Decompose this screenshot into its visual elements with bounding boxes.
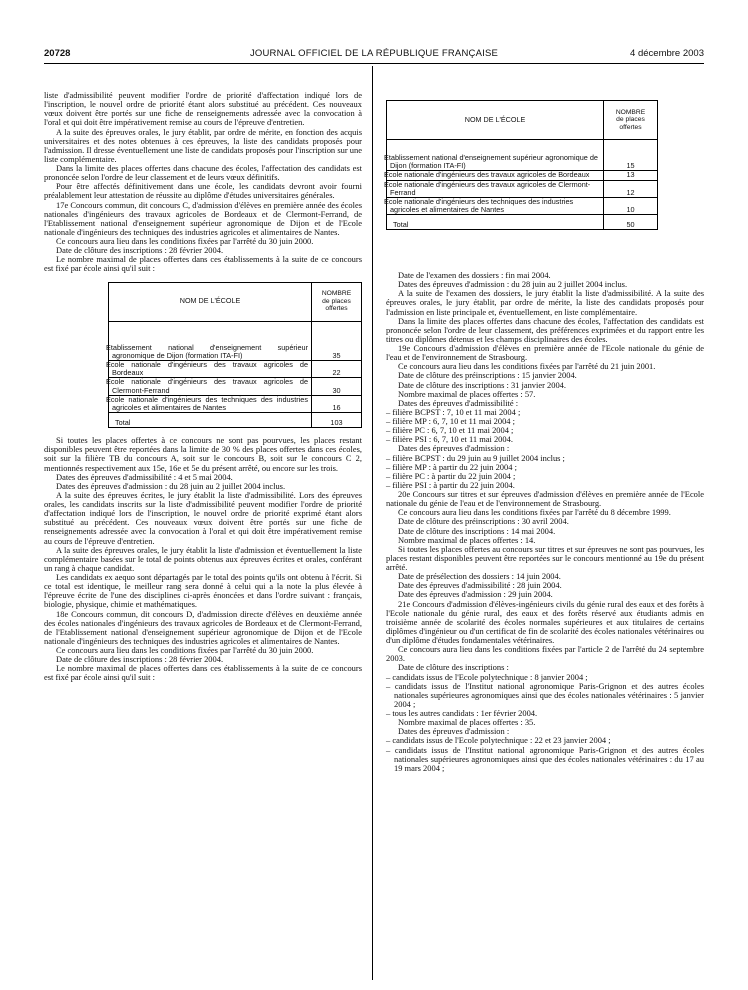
list-item: – filière PSI : 6, 7, 10 et 11 mai 2004.	[386, 434, 513, 445]
school-name: Ecole nationale d'ingénieurs des techniques des industries agricoles et alimentaires de Nantes	[387, 198, 604, 215]
list-item: – candidats issus de l'Institut national agronomique Paris-Grignon et des autres écoles nationales supérieures agronomiques ainsi que des écoles nationales vétérinaires : du 17 au 19 mars 2004 ;	[386, 744, 704, 773]
paragraph: Nombre maximal de places offertes : 35.	[398, 717, 536, 728]
places-table-concours-d	[386, 100, 658, 230]
total-value: 103	[312, 413, 362, 428]
paragraph: Ce concours aura lieu dans les conditions fixées par l'article 2 de l'arrêté du 24 septembre 2003.	[386, 644, 704, 664]
paragraph: Date de clôture des inscriptions :	[398, 662, 509, 673]
school-name: Ecole nationale d'ingénieurs des travaux agricoles de Bordeaux	[109, 360, 312, 377]
school-name: Etablissement national d'enseignement supérieur agronomique de Dijon (formation ITA-FI)	[387, 140, 604, 171]
school-name: Ecole nationale d'ingénieurs des travaux agricoles de Clermont-Ferrand	[109, 378, 312, 395]
places-value: 30	[312, 378, 362, 395]
total-label: Total	[109, 413, 312, 428]
list-item: – filière PC : à partir du 22 juin 2004 ;	[386, 470, 516, 481]
header-line: NOMBRE	[321, 290, 352, 298]
places-value: 15	[604, 140, 658, 171]
issue-date: 4 décembre 2003	[630, 48, 704, 59]
school-name: Ecole nationale d'ingénieurs des travaux agricoles de Clermont-Ferrand	[387, 180, 604, 197]
paragraph: 19e Concours d'admission d'élèves en première année de l'Ecole nationale du génie de l'eau et de l'environnement de Strasbourg.	[386, 343, 704, 363]
paragraph: Nombre maximal de places offertes : 14.	[398, 534, 536, 545]
list-item: – tous les autres candidats : 1er février 2004.	[386, 708, 538, 718]
table-header-school: NOM DE L'ÉCOLE	[109, 282, 312, 321]
places-value: 10	[604, 198, 658, 215]
paragraph: Date de clôture des inscriptions : 14 mai 2004.	[398, 525, 556, 536]
paragraph: 20e Concours sur titres et sur épreuves d'admission d'élèves en première année de l'Ecole nationale du génie de l'eau et de l'environnement de Strasbourg.	[386, 489, 704, 509]
table-header-places	[312, 282, 362, 321]
list-item: – filière BCPST : 7, 10 et 11 mai 2004 ;	[386, 406, 521, 417]
table-header-places	[604, 101, 658, 140]
paragraph: Ce concours aura lieu dans les conditions fixées par l'arrêté du 8 décembre 1999.	[398, 507, 671, 518]
paragraph: A la suite de l'examen des dossiers, le jury établit la liste d'admissibilité. A la suite des épreuves orales, le jury établit, par ordre de mérite, la liste des candidats proposés pour l'admission en liste principale et, éventuellement, en liste complémentaire.	[386, 288, 704, 317]
paragraph: Dates des épreuves d'admissibilité :	[398, 397, 519, 408]
places-value: 12	[604, 180, 658, 197]
paragraph: Les candidats ex aequo sont départagés par le total des points qu'ils ont obtenu à l'écrit. Si ce total est identique, le meilleur rang sera donné à celui qui a la note la plus élevée à l'épreuve écrite de l'une des disciplines ci-après énoncées et dans l'ordre suivant : français, biologie, physique, chimie et mathématiques.	[44, 572, 362, 610]
paragraph: Dates des épreuves d'admissibilité : 4 et 5 mai 2004.	[56, 471, 233, 482]
paragraph: liste d'admissibilité peuvent modifier l'ordre de priorité d'affectation indiqué lors de l'inscription, le nouvel ordre de priorité étant alors substitué au précédent. Ces nouveaux vœux doivent être portés sur une fiche de renseignements adressée avec la convocation à l'oral et qui doit être impérativement remise au cours de l'épreuve d'entretien.	[44, 90, 362, 128]
paragraph: Date de clôture des préinscriptions : 15 janvier 2004.	[398, 370, 577, 381]
total-label: Total	[387, 215, 604, 230]
page-number: 20728	[44, 48, 71, 59]
paragraph: 21e Concours d'admission d'élèves-ingénieurs civils du génie rural des eaux et des forêts à l'Ecole nationale du génie rural, des eaux et des forêts réservé aux étudiants admis en troisième année de scolarité des écoles normales supérieures et aux titulaires de certains diplômes d'ingénieur ou d'un certificat de fin de scolarité des écoles nationales vétérinaires ou d'un diplôme d'études fondamentales vétérinaires.	[386, 598, 704, 645]
paragraph: Nombre maximal de places offertes : 57.	[398, 388, 536, 399]
total-value: 50	[604, 215, 658, 230]
paragraph: Pour être affectés définitivement dans une école, les candidats devront avoir fourni préalablement leur attestation de réussite au diplôme d'études universitaires générales.	[44, 181, 362, 201]
header-rule	[44, 63, 704, 64]
header-line: offertes	[325, 305, 348, 313]
paragraph: Date des épreuves d'admission : 29 juin 2004.	[398, 589, 553, 600]
paragraph: Si toutes les places offertes au concours sur titres et sur épreuves ne sont pas pourvues, les places restant disponibles peuvent être reportées sur le concours mentionné au 19e du présent arrêté.	[386, 543, 704, 572]
column-divider	[372, 66, 373, 980]
paragraph: Ce concours aura lieu dans les conditions fixées par l'arrêté du 21 juin 2001.	[398, 361, 656, 372]
list-item: – candidats issus de l'Ecole polytechnique : 22 et 23 janvier 2004 ;	[386, 735, 611, 746]
places-value: 22	[312, 360, 362, 377]
header-line: offertes	[619, 123, 642, 131]
list-item: – candidats issus de l'Institut national agronomique Paris-Grignon et des autres écoles nationales supérieures agronomiques ainsi que des écoles nationales vétérinaires : 5 janvier 2004 ;	[386, 680, 704, 709]
school-name: Etablissement national d'enseignement supérieur agronomique de Dijon (formation ITA-FI)	[109, 321, 312, 360]
paragraph: Si toutes les places offertes à ce concours ne sont pas pourvues, les places restant disponibles peuvent être reportées dans la limite de 30 % des places offertes dans ces écoles, soit sur la filière TB du concours A, soit sur le concours B, soit sur le concours C 2, mentionnés respectivement aux 15e, 16e et 5e du présent arrêté, ou encore sur les trois.	[44, 435, 362, 473]
paragraph: Date de clôture des inscriptions : 31 janvier 2004.	[398, 379, 567, 390]
paragraph: Le nombre maximal de places offertes dans ces établissements à la suite de ce concours est fixé par école ainsi qu'il suit :	[44, 663, 362, 683]
paragraph: Dates des épreuves d'admission : du 28 juin au 2 juillet 2004 inclus.	[56, 480, 286, 491]
right-column	[386, 271, 704, 773]
paragraph: Le nombre maximal de places offertes dans ces établissements à la suite de ce concours est fixé par école ainsi qu'il suit :	[44, 254, 362, 274]
paragraph: Dans la limite des places offertes dans chacune des écoles, l'affectation des candidats est prononcée selon l'ordre de leur classement et de leurs vœux définitifs.	[44, 163, 362, 183]
paragraph: Date des épreuves d'admissibilité : 28 juin 2004.	[398, 580, 562, 591]
list-item: – filière BCPST : du 29 juin au 9 juillet 2004 inclus ;	[386, 452, 565, 463]
left-column	[44, 91, 362, 683]
paragraph: Dans la limite des places offertes dans chacune des écoles, l'affectation des candidats est prononcée selon l'ordre de leur classement, des préférences exprimées et du rapport entre les titres ou diplômes détenus et les champs disciplinaires des écoles.	[386, 315, 704, 344]
list-item: – filière MP : à partir du 22 juin 2004 ;	[386, 461, 517, 472]
paragraph: Date de clôture des inscriptions : 28 février 2004.	[56, 245, 224, 256]
header-line: de places	[616, 116, 645, 124]
list-item: – candidats issus de l'Ecole polytechnique : 8 janvier 2004 ;	[386, 671, 588, 682]
school-name: Ecole nationale d'ingénieurs des techniques des industries agricoles et alimentaires de Nantes	[109, 395, 312, 412]
paragraph: Date de clôture des inscriptions : 28 février 2004.	[56, 654, 224, 665]
journal-title: JOURNAL OFFICIEL DE LA RÉPUBLIQUE FRANÇAISE	[249, 48, 499, 59]
paragraph: A la suite des épreuves orales, le jury établit la liste d'admission et éventuellement la liste complémentaire basées sur le total de points obtenus aux épreuves écrites et orales, conférant un rang à chaque candidat.	[44, 544, 362, 573]
paragraph: Dates des épreuves d'admission : du 28 juin au 2 juillet 2004 inclus.	[398, 279, 628, 290]
paragraph: Date de présélection des dossiers : 14 juin 2004.	[398, 571, 561, 582]
paragraph: Ce concours aura lieu dans les conditions fixées par l'arrêté du 30 juin 2000.	[56, 645, 314, 655]
table-header-school: NOM DE L'ÉCOLE	[387, 101, 604, 140]
header-line: de places	[322, 297, 351, 305]
paragraph: A la suite des épreuves écrites, le jury établit la liste d'admissibilité. Lors des épreuves orales, les candidats inscrits sur la liste d'admissibilité peuvent modifier l'ordre de priorité d'affectation indiqué lors de l'inscription, le nouvel ordre de priorité exprimé étant alors substitué au précédent. Ces nouveaux vœux doivent être portés sur une fiche de renseignements adressée avec la convocation à l'oral et qui doit être impérativement remise au cours de l'épreuve d'entretien.	[44, 489, 362, 546]
places-value: 16	[312, 395, 362, 412]
school-name: Ecole nationale d'ingénieurs des travaux agricoles de Bordeaux	[387, 171, 604, 180]
paragraph: A la suite des épreuves orales, le jury établit, par ordre de mérite, en fonction des acquis universitaires et des notes obtenues à ces épreuves, la liste des candidats proposés pour l'admission. Il dresse éventuellement une liste de candidats proposés pour l'inscription sur une liste complémentaire.	[44, 126, 362, 164]
list-item: – filière MP : 6, 7, 10 et 11 mai 2004 ;	[386, 416, 515, 426]
places-value: 35	[312, 321, 362, 360]
paragraph: 18e Concours commun, dit concours D, d'admission directe d'élèves en deuxième année des écoles nationales d'ingénieurs des travaux agricoles de Bordeaux et de Clermont-Ferrand, de l'Etablissement national d'enseignement supérieur agronomique de Dijon et de l'Ecole nationale d'ingénieurs des techniques des industries agricoles et alimentaires de Nantes.	[44, 608, 362, 646]
paragraph: 17e Concours commun, dit concours C, d'admission d'élèves en première année des écoles nationales d'ingénieurs des travaux agricoles de Bordeaux et de Clermont-Ferrand, de l'Etablissement national d'enseignement supérieur agronomique de Dijon et de l'Ecole nationale d'ingénieurs des techniques des industries agricoles et alimentaires de Nantes.	[44, 199, 362, 237]
header-line: NOMBRE	[615, 108, 646, 116]
paragraph: Ce concours aura lieu dans les conditions fixées par l'arrêté du 30 juin 2000.	[56, 236, 314, 246]
places-value: 13	[604, 171, 658, 180]
list-item: – filière PSI : à partir du 22 juin 2004.	[386, 479, 515, 490]
places-table-concours-c	[108, 282, 362, 429]
list-item: – filière PC : 6, 7, 10 et 11 mai 2004 ;	[386, 425, 514, 436]
paragraph: Dates des épreuves d'admission :	[398, 726, 510, 737]
paragraph: Dates des épreuves d'admission :	[398, 443, 510, 454]
paragraph: Date de l'examen des dossiers : fin mai 2004.	[398, 270, 551, 280]
paragraph: Date de clôture des préinscriptions : 30 avril 2004.	[398, 516, 569, 527]
page-header	[44, 48, 704, 62]
